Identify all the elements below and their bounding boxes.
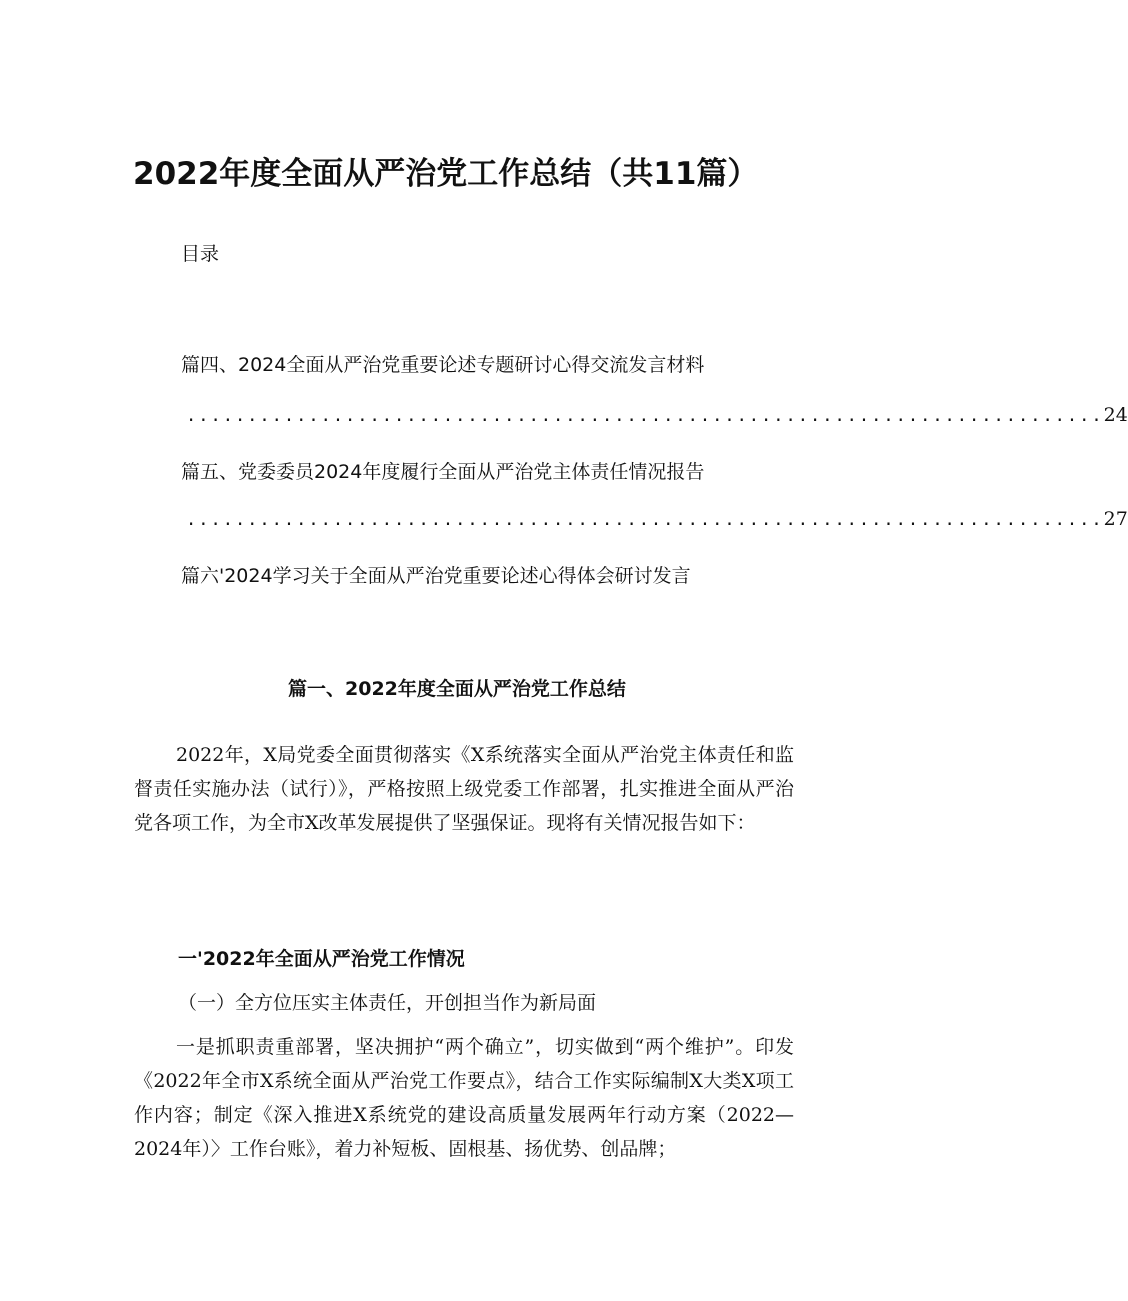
toc-page-number: 27 [1103, 508, 1128, 530]
toc-entry: 篇五、党委委员2024年度履行全面从严治党主体责任情况报告 [181, 461, 705, 483]
toc-page-number: 24 [1103, 404, 1128, 426]
toc-leader-row [186, 508, 1128, 530]
heading-level-2: （一）全方位压实主体责任，开创担当作为新局面 [178, 992, 597, 1014]
body-paragraph: 一是抓职责重部署，坚决拥护“两个确立”，切实做到“两个维护”。印发《2022年全市X系统全面从严治党工作要点》，结合工作实际编制X大类X项工作内容；制定《深入推进X系统党的建设高质量发展两年行动方案（2022—2024年）〉工作台账》，着力补短板、固根基、扬优势、创品牌； [134, 1036, 794, 1160]
section-heading: 篇一、2022年度全面从严治党工作总结 [288, 678, 626, 700]
toc-label: 目录 [181, 243, 220, 265]
toc-leader-row [186, 404, 1128, 426]
heading-level-1: 一'2022年全面从严治党工作情况 [178, 948, 465, 970]
toc-entry: 篇四、2024全面从严治党重要论述专题研讨心得交流发言材料 [181, 354, 705, 376]
intro-paragraph: 2022年，X局党委全面贯彻落实《X系统落实全面从严治党主体责任和监督责任实施办法（试行）》，严格按照上级党委工作部署，扎实推进全面从严治党各项工作，为全市X改革发展提供了坚强保证。现将有关情况报告如下： [134, 744, 794, 834]
toc-entry: 篇六'2024学习关于全面从严治党重要论述心得体会研讨发言 [181, 565, 691, 587]
toc-dot-leader: ........................................................................... [186, 406, 1104, 426]
document-title: 2022年度全面从严治党工作总结（共11篇） [133, 156, 759, 192]
toc-dot-leader: ........................................................................... [186, 510, 1104, 530]
